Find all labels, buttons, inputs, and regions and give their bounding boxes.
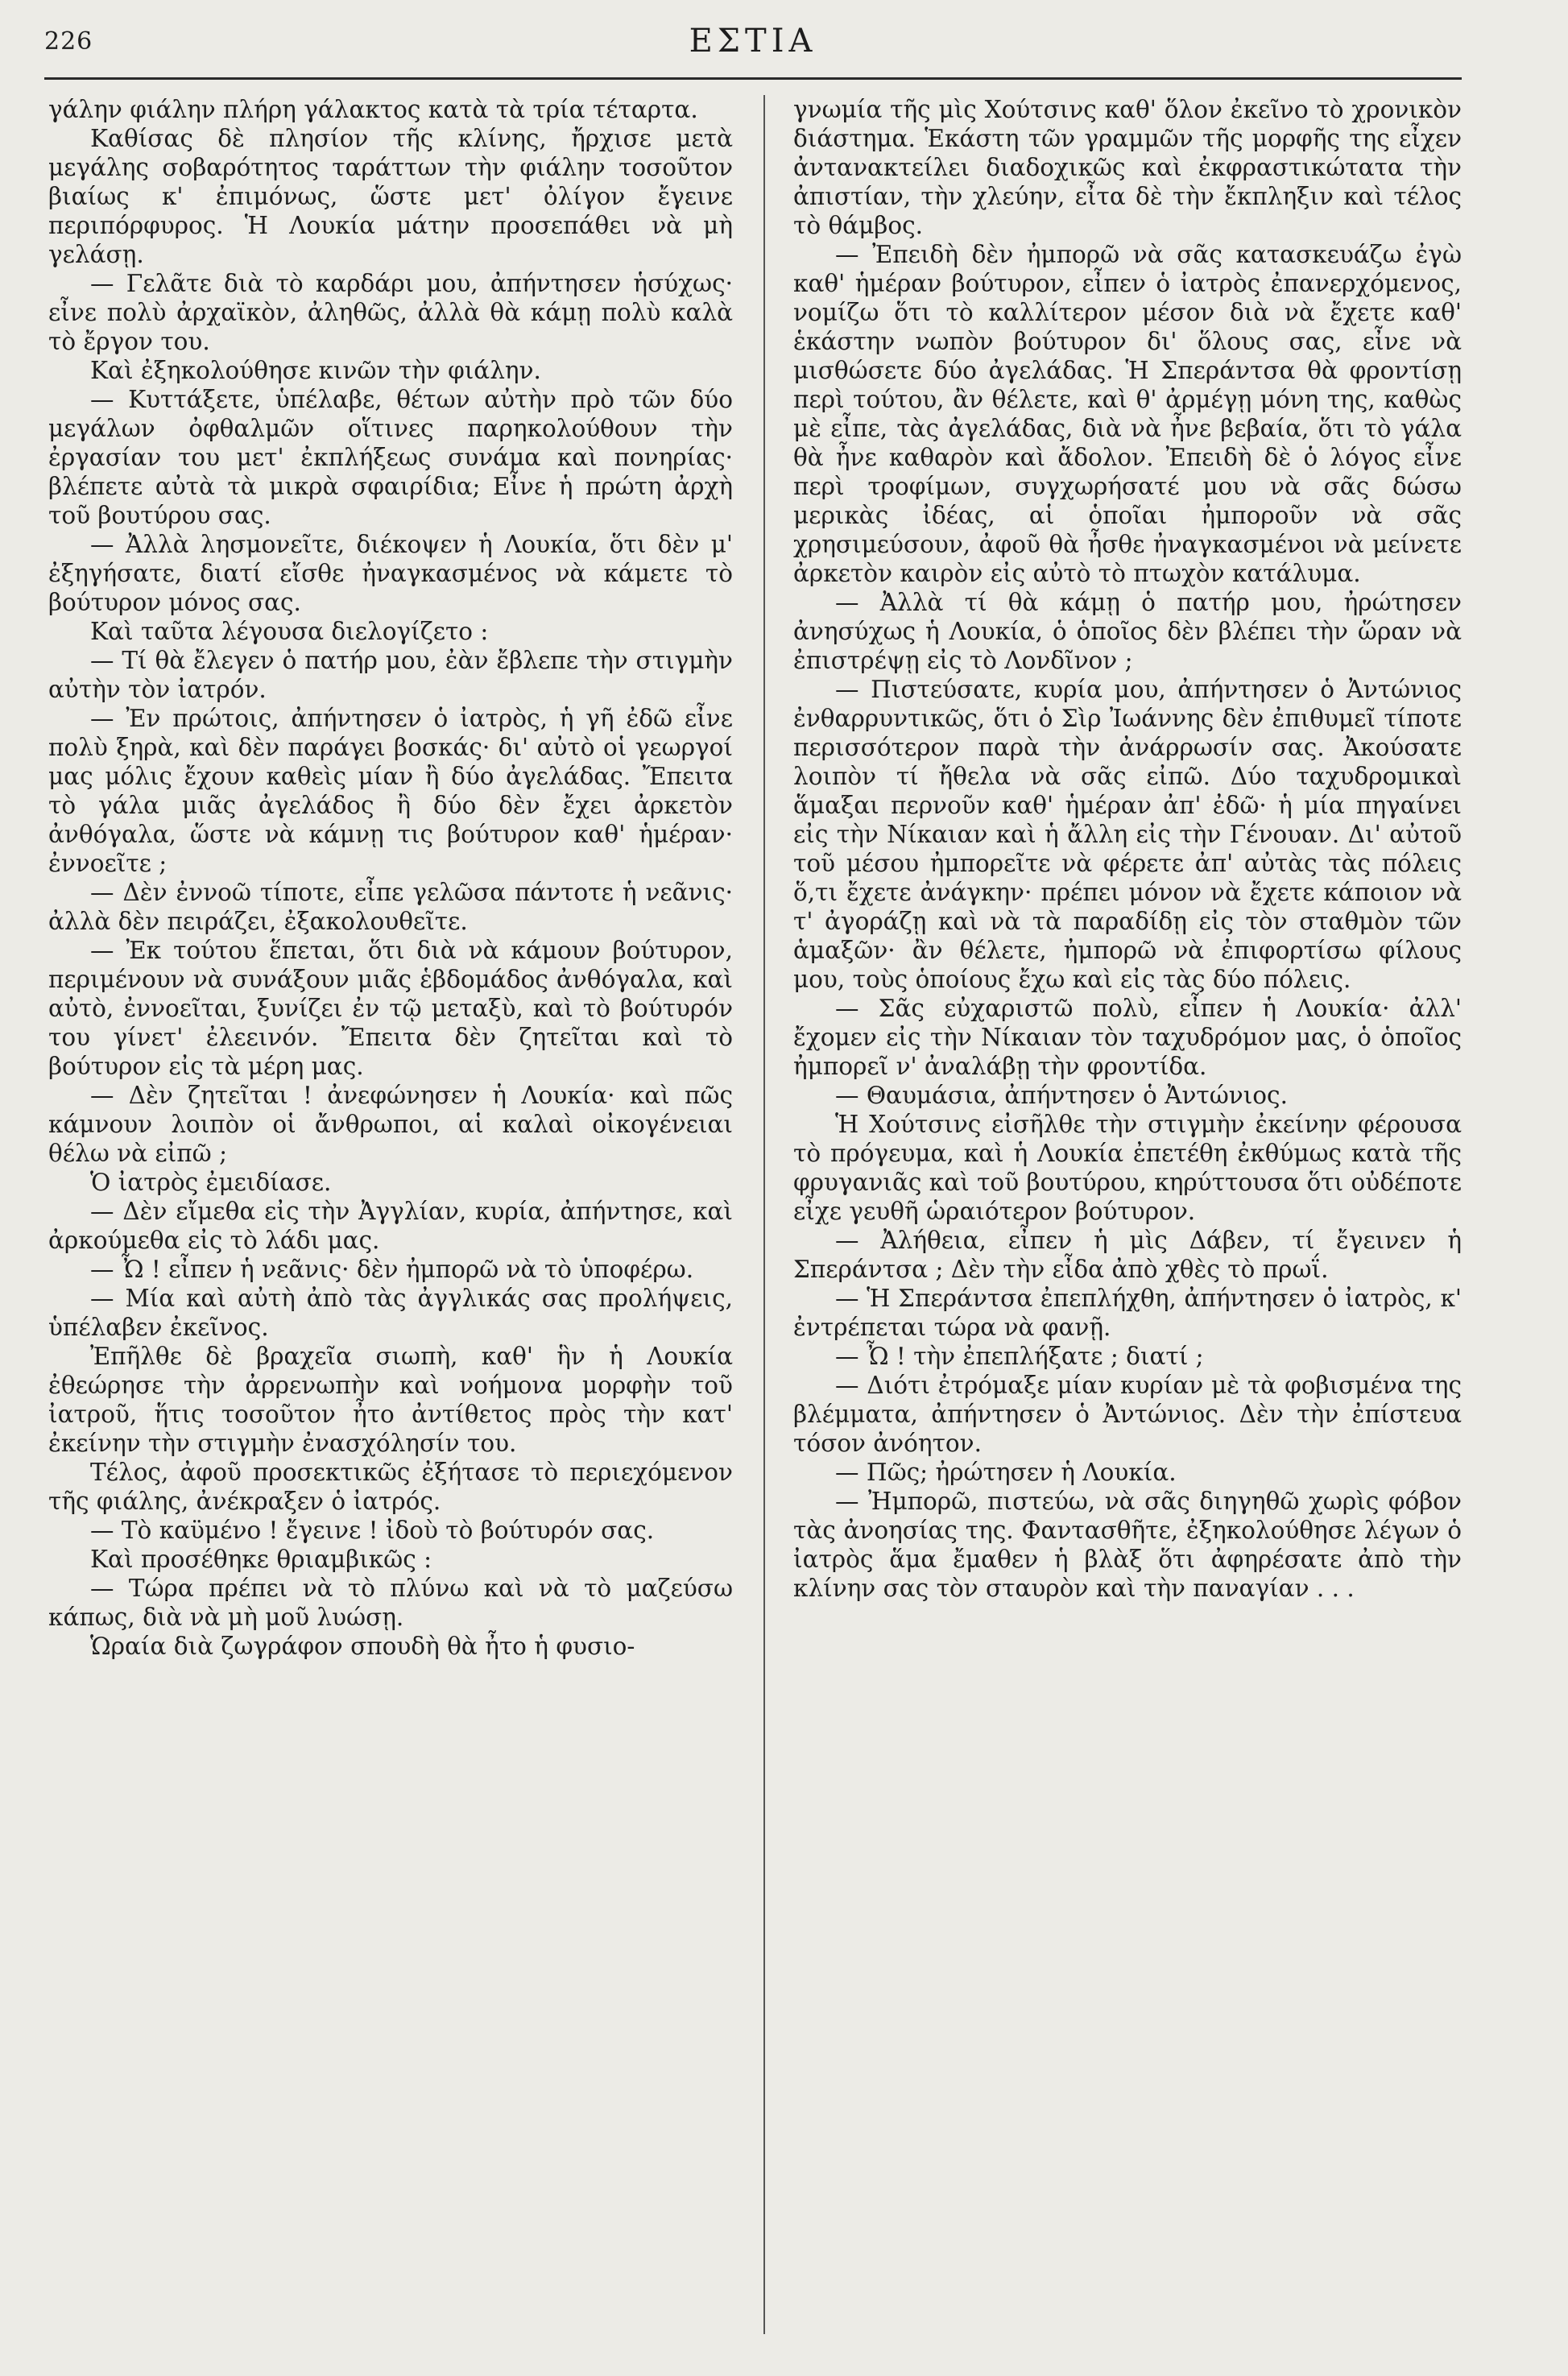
running-title: ΕΣΤΙΑ (689, 23, 817, 60)
paragraph: — Διότι ἐτρόμαξε μίαν κυρίαν μὲ τὰ φοβισμένα της βλέμματα, ἀπήντησεν ὁ Ἀντώνιος. Δὲν τὴν ἐπίστευα τόσον ἀνόητον. (793, 1372, 1462, 1457)
paragraph: — Τώρα πρέπει νὰ τὸ πλύνω καὶ νὰ τὸ μαζεύσω κάπως, διὰ νὰ μὴ μοῦ λυώσῃ. (48, 1575, 733, 1631)
paragraph: — Τὸ καϋμένο ! ἔγεινε ! ἰδοὺ τὸ βούτυρόν σας. (90, 1517, 655, 1544)
paragraph: — Ἀλήθεια, εἶπεν ἡ μὶς Δάβεν, τί ἔγεινεν ἡ Σπεράντσα ; Δὲν τὴν εἶδα ἀπὸ χθὲς τὸ πρωΐ. (793, 1227, 1462, 1283)
right-text-column (793, 95, 1462, 2342)
paragraph: — Δὲν ζητεῖται ! ἀνεφώνησεν ἡ Λουκία· καὶ πῶς κάμνουν λοιπὸν οἱ ἄνθρωποι, αἱ καλαὶ οἰκογένειαι θέλω νὰ εἰπῶ ; (48, 1082, 733, 1167)
paragraph: — Πῶς; ἠρώτησεν ἡ Λουκία. (835, 1459, 1177, 1486)
paragraph: — Ἀλλὰ λησμονεῖτε, διέκοψεν ἡ Λουκία, ὅτι δὲν μ' ἐξηγήσατε, διατί εἴσθε ἠναγκασμένος νὰ κάμετε τὸ βούτυρον μόνος σας. (48, 531, 733, 616)
paragraph: Καὶ ταῦτα λέγουσα διελογίζετο : (90, 618, 489, 645)
paragraph: Καθίσας δὲ πλησίον τῆς κλίνης, ἤρχισε μετὰ μεγάλης σοβαρότητος ταράττων τὴν φιάλην τοσοῦτον βιαίως κ' ἐπιμόνως, ὥστε μετ' ὀλίγον ἔγεινε περιπόρφυρος. Ἡ Λουκία μάτην προσεπάθει νὰ μὴ γελάσῃ. (48, 125, 733, 268)
paragraph: — Ἐν πρώτοις, ἀπήντησεν ὁ ἰατρὸς, ἡ γῆ ἐδῶ εἶνε πολὺ ξηρὰ, καὶ δὲν παράγει βοσκάς· δι' αὐτὸ οἱ γεωργοί μας μόλις ἔχουν καθεὶς μίαν ἢ δύο ἀγελάδας. Ἔπειτα τὸ γάλα μιᾶς ἀγελάδος ἢ δύο δὲν ἔχει ἀρκετὸν ἀνθόγαλα, ὥστε νὰ κάμνῃ τις βούτυρον καθ' ἡμέραν· ἐννοεῖτε ; (48, 705, 733, 877)
paragraph: Ὁ ἰατρὸς ἐμειδίασε. (90, 1169, 332, 1196)
paragraph: — Ἡ Σπεράντσα ἐπεπλήχθη, ἀπήντησεν ὁ ἰατρὸς, κ' ἐντρέπεται τώρα νὰ φανῇ. (793, 1285, 1462, 1341)
paragraph: — Ἠμπορῶ, πιστεύω, νὰ σᾶς διηγηθῶ χωρὶς φόβον τὰς ἀνοησίας της. Φαντασθῆτε, ἐξηκολούθησε λέγων ὁ ἰατρὸς ἅμα ἔμαθεν ἡ βλὰξ ὅτι ἀφηρέσατε ἀπὸ τὴν κλίνην σας τὸν σταυρὸν καὶ τὴν παναγίαν . . . (793, 1488, 1462, 1602)
column-divider (763, 95, 765, 2334)
paragraph: Καὶ προσέθηκε θριαμβικῶς : (90, 1546, 432, 1573)
page-number: 226 (44, 27, 93, 56)
left-text-column (48, 95, 733, 2342)
paragraph: Τέλος, ἀφοῦ προσεκτικῶς ἐξήτασε τὸ περιεχόμενον τῆς φιάλης, ἀνέκραξεν ὁ ἰατρός. (48, 1459, 733, 1515)
paragraph: — Πιστεύσατε, κυρία μου, ἀπήντησεν ὁ Ἀντώνιος ἐνθαρρυντικῶς, ὅτι ὁ Σὶρ Ἰωάννης δὲν ἐπιθυμεῖ τίποτε περισσότερον παρὰ τὴν ἀνάρρωσίν σας. Ἀκούσατε λοιπὸν τί ἤθελα νὰ σᾶς εἰπῶ. Δύο ταχυδρομικαὶ ἅμαξαι περνοῦν καθ' ἡμέραν ἀπ' ἐδῶ· ἡ μία πηγαίνει εἰς τὴν Νίκαιαν καὶ ἡ ἄλλη εἰς τὴν Γένουαν. Δι' αὐτοῦ τοῦ μέσου ἠμπορεῖτε νὰ φέρετε ἀπ' αὐτὰς τὰς πόλεις ὅ,τι ἔχετε ἀνάγκην· πρέπει μόνον νὰ ἔχετε κάποιον νὰ τ' ἀγοράζῃ καὶ νὰ τὰ παραδίδῃ εἰς τὸν σταθμὸν τῶν ἁμαξῶν· ἂν θέλετε, ἠμπορῶ νὰ ἐπιφορτίσω φίλους μου, τοὺς ὁποίους ἔχω καὶ εἰς τὰς δύο πόλεις. (793, 676, 1462, 993)
paragraph: — Ἀλλὰ τί θὰ κάμῃ ὁ πατήρ μου, ἠρώτησεν ἀνησύχως ἡ Λουκία, ὁ ὁποῖος δὲν βλέπει τὴν ὥραν νὰ ἐπιστρέψῃ εἰς τὸ Λονδῖνον ; (793, 589, 1462, 674)
paragraph: — Θαυμάσια, ἀπήντησεν ὁ Ἀντώνιος. (835, 1082, 1288, 1109)
paragraph: — Ὦ ! τὴν ἐπεπλήξατε ; διατί ; (835, 1343, 1204, 1370)
paragraph: γάλην φιάλην πλήρη γάλακτος κατὰ τὰ τρία τέταρτα. (48, 96, 698, 123)
paragraph: — Τί θὰ ἔλεγεν ὁ πατήρ μου, ἐὰν ἔβλεπε τὴν στιγμὴν αὐτὴν τὸν ἰατρόν. (48, 647, 733, 703)
paragraph: — Ὦ ! εἶπεν ἡ νεᾶνις· δὲν ἠμπορῶ νὰ τὸ ὑποφέρω. (90, 1256, 694, 1283)
page-header (44, 23, 1462, 63)
paragraph: — Ἐπειδὴ δὲν ἠμπορῶ νὰ σᾶς κατασκευάζω ἐγὼ καθ' ἡμέραν βούτυρον, εἶπεν ὁ ἰατρὸς ἐπανερχόμενος, νομίζω ὅτι τὸ καλλίτερον μέσον διὰ νὰ ἔχετε καθ' ἑκάστην νωπὸν βούτυρον δι' ὅλους σας, εἶνε νὰ μισθώσετε δύο ἀγελάδας. Ἡ Σπεράντσα θὰ φροντίσῃ περὶ τούτου, ἂν θέλετε, καὶ θ' ἀρμέγῃ μόνη της, καθὼς μὲ εἶπε, τὰς ἀγελάδας, διὰ νὰ ἦνε βεβαία, ὅτι τὸ γάλα θὰ ἦνε καθαρὸν καὶ ἄδολον. Ἐπειδὴ δὲ ὁ λόγος εἶνε περὶ τροφίμων, συγχωρήσατέ μου νὰ σᾶς δώσω μερικὰς ἰδέας, αἱ ὁποῖαι ἠμποροῦν νὰ σᾶς χρησιμεύσουν, ἀφοῦ θὰ ἦσθε ἠναγκασμένοι νὰ μείνετε ἀρκετὸν καιρὸν εἰς αὐτὸ τὸ πτωχὸν κατάλυμα. (793, 241, 1462, 587)
paragraph: — Κυττάξετε, ὑπέλαβε, θέτων αὐτὴν πρὸ τῶν δύο μεγάλων ὀφθαλμῶν οἵτινες παρηκολούθουν τὴν ἐργασίαν του μετ' ἐκπλήξεως συνάμα καὶ πονηρίας· βλέπετε αὐτὰ τὰ μικρὰ σφαιρίδια; Εἶνε ἡ πρώτη ἀρχὴ τοῦ βουτύρου σας. (48, 386, 733, 529)
paragraph: Καὶ ἐξηκολούθησε κινῶν τὴν φιάλην. (90, 357, 541, 384)
paragraph: — Δὲν ἐννοῶ τίποτε, εἶπε γελῶσα πάντοτε ἡ νεᾶνις· ἀλλὰ δὲν πειράζει, ἐξακολουθεῖτε. (48, 879, 733, 935)
paragraph: Ἐπῆλθε δὲ βραχεῖα σιωπὴ, καθ' ἣν ἡ Λουκία ἐθεώρησε τὴν ἀρρενωπὴν καὶ νοήμονα μορφὴν τοῦ ἰατροῦ, ἥτις τοσοῦτον ἦτο ἀντίθετος πρὸς τὴν κατ' ἐκείνην τὴν στιγμὴν ἐνασχόλησίν του. (48, 1343, 733, 1457)
paragraph: — Μία καὶ αὐτὴ ἀπὸ τὰς ἀγγλικάς σας προλήψεις, ὑπέλαβεν ἐκεῖνος. (48, 1285, 733, 1341)
header-rule (44, 77, 1462, 80)
paragraph: γνωμία τῆς μὶς Χούτσινς καθ' ὅλον ἐκεῖνο τὸ χρονικὸν διάστημα. Ἑκάστη τῶν γραμμῶν τῆς μορφῆς της εἶχεν ἀντανακτείλει διαδοχικῶς καὶ ἐκφραστικώτατα τὴν ἀπιστίαν, τὴν χλεύην, εἶτα δὲ τὴν ἔκπληξιν καὶ τέλος τὸ θάμβος. (793, 96, 1462, 239)
paragraph: — Ἐκ τούτου ἕπεται, ὅτι διὰ νὰ κάμουν βούτυρον, περιμένουν νὰ συνάξουν μιᾶς ἑβδομάδος ἀνθόγαλα, καὶ αὐτὸ, ἐννοεῖται, ξυνίζει ἐν τῷ μεταξὺ, καὶ τὸ βούτυρόν του γίνετ' ἐλεεινόν. Ἔπειτα δὲν ζητεῖται καὶ τὸ βούτυρον εἰς τὰ μέρη μας. (48, 937, 733, 1080)
paragraph: — Σᾶς εὐχαριστῶ πολὺ, εἶπεν ἡ Λουκία· ἀλλ' ἔχομεν εἰς τὴν Νίκαιαν τὸν ταχυδρόμον μας, ὁ ὁποῖος ἠμπορεῖ ν' ἀναλάβῃ τὴν φροντίδα. (793, 995, 1462, 1080)
paragraph: Ὡραία διὰ ζωγράφον σπουδὴ θὰ ἦτο ἡ φυσιο- (90, 1633, 635, 1660)
paragraph: Ἡ Χούτσινς εἰσῆλθε τὴν στιγμὴν ἐκείνην φέρουσα τὸ πρόγευμα, καὶ ἡ Λουκία ἐπετέθη ἐκθύμως κατὰ τῆς φρυγανιᾶς καὶ τοῦ βουτύρου, κηρύττουσα ὅτι οὐδέποτε εἶχε γευθῆ ὡραιότερον βούτυρον. (793, 1111, 1462, 1225)
paragraph: — Δὲν εἴμεθα εἰς τὴν Ἀγγλίαν, κυρία, ἀπήντησε, καὶ ἀρκούμεθα εἰς τὸ λάδι μας. (48, 1198, 733, 1254)
paragraph: — Γελᾶτε διὰ τὸ καρδάρι μου, ἀπήντησεν ἡσύχως· εἶνε πολὺ ἀρχαϊκὸν, ἀληθῶς, ἀλλὰ θὰ κάμῃ πολὺ καλὰ τὸ ἔργον του. (48, 270, 733, 355)
